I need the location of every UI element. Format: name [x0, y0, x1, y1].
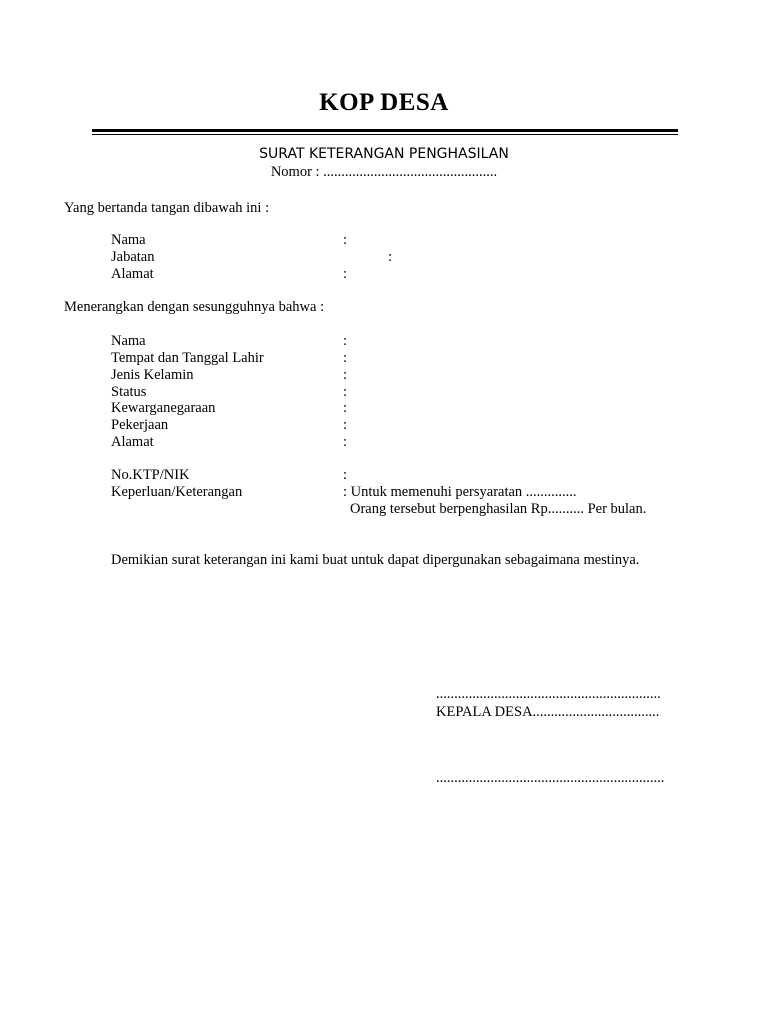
- signer-name-label: Nama: [111, 232, 146, 248]
- intro-signer: Yang bertanda tangan dibawah ini :: [64, 200, 270, 216]
- letterhead-rule-thick: [92, 129, 678, 132]
- document-number: Nomor : ................................................: [270, 164, 498, 180]
- closing-statement: Demikian surat keterangan ini kami buat untuk dapat dipergunakan sebagaimana mestinya.: [111, 552, 640, 568]
- ktp-label: No.KTP/NIK: [111, 467, 190, 483]
- subject-address-colon: :: [343, 434, 348, 450]
- subject-name-colon: :: [343, 333, 348, 349]
- income-statement: Orang tersebut berpenghasilan Rp.......... Per bulan.: [350, 501, 647, 517]
- subject-birth-label: Tempat dan Tanggal Lahir: [111, 350, 264, 366]
- letterhead-title: KOP DESA: [319, 89, 449, 116]
- signature-role: KEPALA DESA...................................: [436, 704, 660, 720]
- ktp-colon: :: [343, 467, 348, 483]
- signer-address-colon: :: [343, 266, 348, 282]
- subject-birth-colon: :: [343, 350, 348, 366]
- subject-gender-label: Jenis Kelamin: [111, 367, 194, 383]
- subject-citizenship-colon: :: [343, 400, 348, 416]
- subject-gender-colon: :: [343, 367, 348, 383]
- signer-address-label: Alamat: [111, 266, 154, 282]
- purpose-label: Keperluan/Keterangan: [111, 484, 243, 500]
- intro-subject: Menerangkan dengan sesungguhnya bahwa :: [64, 299, 325, 315]
- subject-occupation-label: Pekerjaan: [111, 417, 169, 433]
- letterhead-rule-thin: [92, 134, 678, 135]
- subject-occupation-colon: :: [343, 417, 348, 433]
- subject-name-label: Nama: [111, 333, 146, 349]
- purpose-value: : Untuk memenuhi persyaratan ..............: [343, 484, 577, 500]
- subject-status-label: Status: [111, 384, 147, 400]
- signature-name: ...............................................................: [436, 770, 665, 786]
- subject-citizenship-label: Kewarganegaraan: [111, 400, 216, 416]
- signer-position-label: Jabatan: [111, 249, 155, 265]
- document-title: SURAT KETERANGAN PENGHASILAN: [259, 146, 509, 162]
- signer-name-colon: :: [343, 232, 348, 248]
- subject-address-label: Alamat: [111, 434, 154, 450]
- signature-place-date: ..............................................................: [436, 686, 661, 702]
- subject-status-colon: :: [343, 384, 348, 400]
- signer-position-colon: :: [388, 249, 393, 265]
